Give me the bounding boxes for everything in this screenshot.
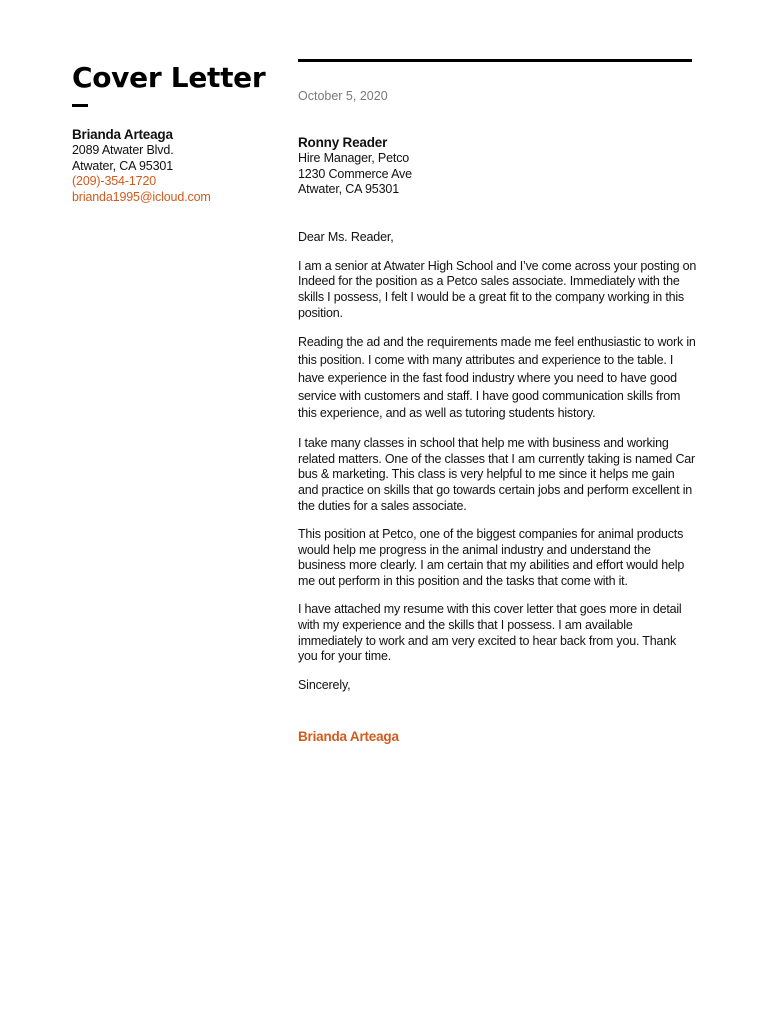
body-paragraph-2: Reading the ad and the requirements made me feel enthusiastic to work in this position. I come with many attributes and experience to the table. I have experience in the fast food industry where you need to have good service with customers and staff. I have good communication skills from this experience, and as well as tutoring students history.	[298, 335, 696, 421]
recipient-address-line2: Atwater, CA 95301	[298, 182, 399, 197]
recipient-address-line1: 1230 Commerce Ave	[298, 166, 412, 181]
recipient-title: Hire Manager, Petco	[298, 151, 410, 165]
body-paragraph-1: I am a senior at Atwater High School and I’ve come across your posting on Indeed for the position as a Petco sales associate. Immediately with the skills I possess, I felt I would be a great fit to the company working in this position.	[298, 258, 697, 320]
recipient-name: Ronny Reader	[298, 135, 388, 150]
signature: Brianda Arteaga	[298, 729, 399, 745]
body-paragraph-5: I have attached my resume with this cover letter that goes more in detail with my experience and the skills that I possess. I am available immediately to work and am very excited to hear back from you. Thank you for your time.	[298, 602, 682, 664]
sender-phone: (209)-354-1720	[72, 174, 157, 189]
salutation: Dear Ms. Reader,	[298, 229, 394, 244]
letter-date: October 5, 2020	[298, 89, 388, 103]
document-title: Cover Letter	[72, 61, 266, 94]
sender-address-line2: Atwater, CA 95301	[72, 158, 173, 173]
sender-address-line1: 2089 Atwater Blvd.	[72, 143, 174, 157]
letter-column	[298, 59, 698, 745]
sender-email: brianda1995@icloud.com	[72, 189, 211, 204]
closing: Sincerely,	[298, 678, 351, 693]
header-rule	[298, 59, 692, 62]
title-divider	[72, 104, 88, 107]
body-paragraph-4: This position at Petco, one of the biggest companies for animal products would help me progress in the animal industry and understand the business more clearly. I am certain that my abilities and effort would help me out perform in this position and the tasks that come with it.	[298, 527, 685, 588]
body-paragraph-3: I take many classes in school that help me with business and working related matters. One of the classes that I am currently taking is named Car bus & marketing. This class is very helpful to me since it helps me gain and practice on skills that go towards certain jobs and perform excellent in the duties for a sales associate.	[298, 436, 695, 513]
sender-column	[72, 60, 272, 205]
sender-name: Brianda Arteaga	[72, 127, 173, 142]
